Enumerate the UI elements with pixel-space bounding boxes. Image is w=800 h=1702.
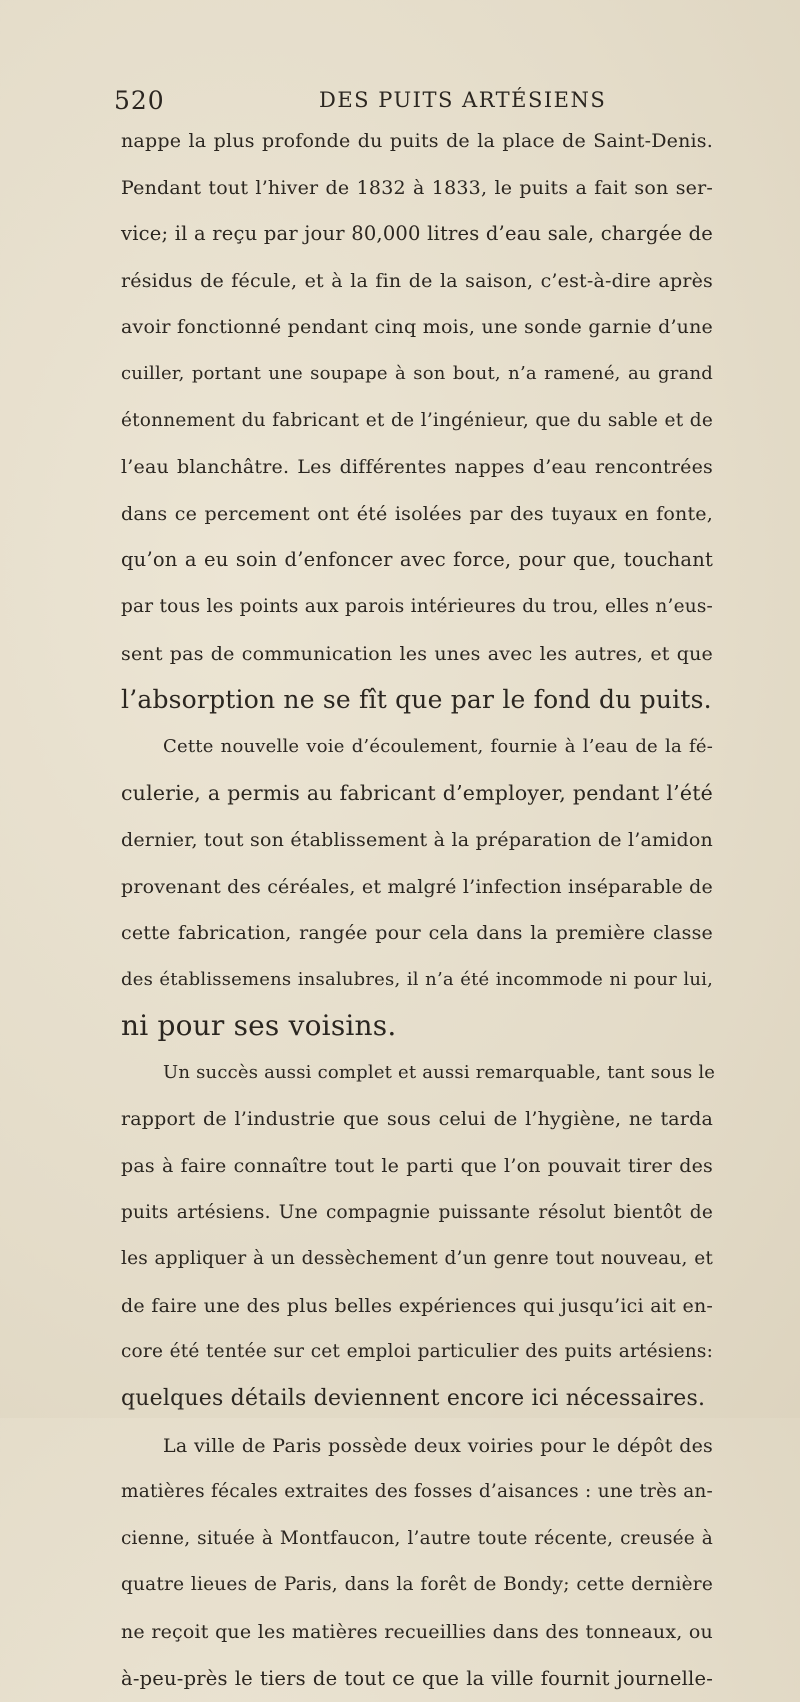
text-line: cuiller, portant une soupape à son bout, n’a ramené, au grand bbox=[121, 362, 713, 384]
paragraph-start-line: La ville de Paris possède deux voiries pour le dépôt des bbox=[163, 1434, 713, 1457]
text-line: des établissemens insalubres, il n’a été incommode ni pour lui, bbox=[121, 968, 713, 990]
text-line: de faire une des plus belles expériences qui jusqu’ici ait en- bbox=[121, 1294, 713, 1317]
text-line: cette fabrication, rangée pour cela dans la première classe bbox=[121, 922, 713, 945]
text-line: résidus de fécule, et à la fin de la saison, c’est-à-dire après bbox=[121, 269, 713, 292]
text-line: qu’on a eu soin d’enfoncer avec force, pour que, touchant bbox=[121, 548, 713, 572]
page-number: 520 bbox=[114, 86, 165, 115]
paragraph-end-line: l’absorption ne se fît que par le fond du puits. bbox=[121, 685, 712, 715]
text-line: rapport de l’industrie que sous celui de l’hygiène, ne tarda bbox=[121, 1108, 713, 1131]
text-line: core été tentée sur cet emploi particulier des puits artésiens: bbox=[121, 1341, 713, 1363]
text-line: par tous les points aux parois intérieures du trou, elles n’eus- bbox=[121, 595, 713, 617]
text-line: avoir fonctionné pendant cinq mois, une sonde garnie d’une bbox=[121, 316, 713, 339]
paragraph-end-line: quelques détails deviennent encore ici nécessaires. bbox=[121, 1386, 706, 1412]
text-line: cienne, située à Montfaucon, l’autre toute récente, creusée à bbox=[121, 1527, 713, 1549]
text-line: culerie, a permis au fabricant d’employer, pendant l’été bbox=[121, 781, 713, 806]
text-line: provenant des céréales, et malgré l’infection inséparable de bbox=[121, 875, 713, 898]
text-line: étonnement du fabricant et de l’ingénieur, que du sable et de bbox=[121, 409, 713, 431]
text-line: ne reçoit que les matières recueillies dans des tonneaux, ou bbox=[121, 1621, 713, 1643]
text-line: les appliquer à un dessèchement d’un genre tout nouveau, et bbox=[121, 1248, 713, 1270]
paragraph-start-line: Cette nouvelle voie d’écoulement, fournie à l’eau de la fé- bbox=[163, 735, 713, 757]
text-line: dernier, tout son établissement à la préparation de l’amidon bbox=[121, 828, 713, 851]
text-line: à-peu-près le tiers de tout ce que la ville fournit journelle- bbox=[121, 1666, 713, 1690]
text-line: matières fécales extraites des fosses d’aisances : une très an- bbox=[121, 1481, 713, 1503]
text-line: vice; il a reçu par jour 80,000 litres d’eau sale, chargée de bbox=[121, 222, 713, 246]
running-head bbox=[114, 86, 654, 122]
text-line: pas à faire connaître tout le parti que l’on pouvait tirer des bbox=[121, 1155, 713, 1178]
text-line: l’eau blanchâtre. Les différentes nappes d’eau rencontrées bbox=[121, 456, 713, 479]
text-line: sent pas de communication les unes avec les autres, et que bbox=[121, 642, 713, 665]
text-line: quatre lieues de Paris, dans la forêt de Bondy; cette dernière bbox=[121, 1574, 713, 1596]
text-line: dans ce percement ont été isolées par des tuyaux en fonte, bbox=[121, 502, 713, 525]
text-line: nappe la plus profonde du puits de la place de Saint-Denis. bbox=[121, 130, 713, 152]
text-line: Pendant tout l’hiver de 1832 à 1833, le puits a fait son ser- bbox=[121, 176, 713, 199]
running-title: DES PUITS ARTÉSIENS bbox=[319, 88, 607, 112]
text-line: puits artésiens. Une compagnie puissante résolut bientôt de bbox=[121, 1201, 713, 1223]
paragraph-end-line: ni pour ses voisins. bbox=[121, 1009, 397, 1043]
body-text bbox=[121, 118, 716, 1702]
paragraph-start-line: Un succès aussi complet et aussi remarquable, tant sous le bbox=[163, 1061, 716, 1083]
